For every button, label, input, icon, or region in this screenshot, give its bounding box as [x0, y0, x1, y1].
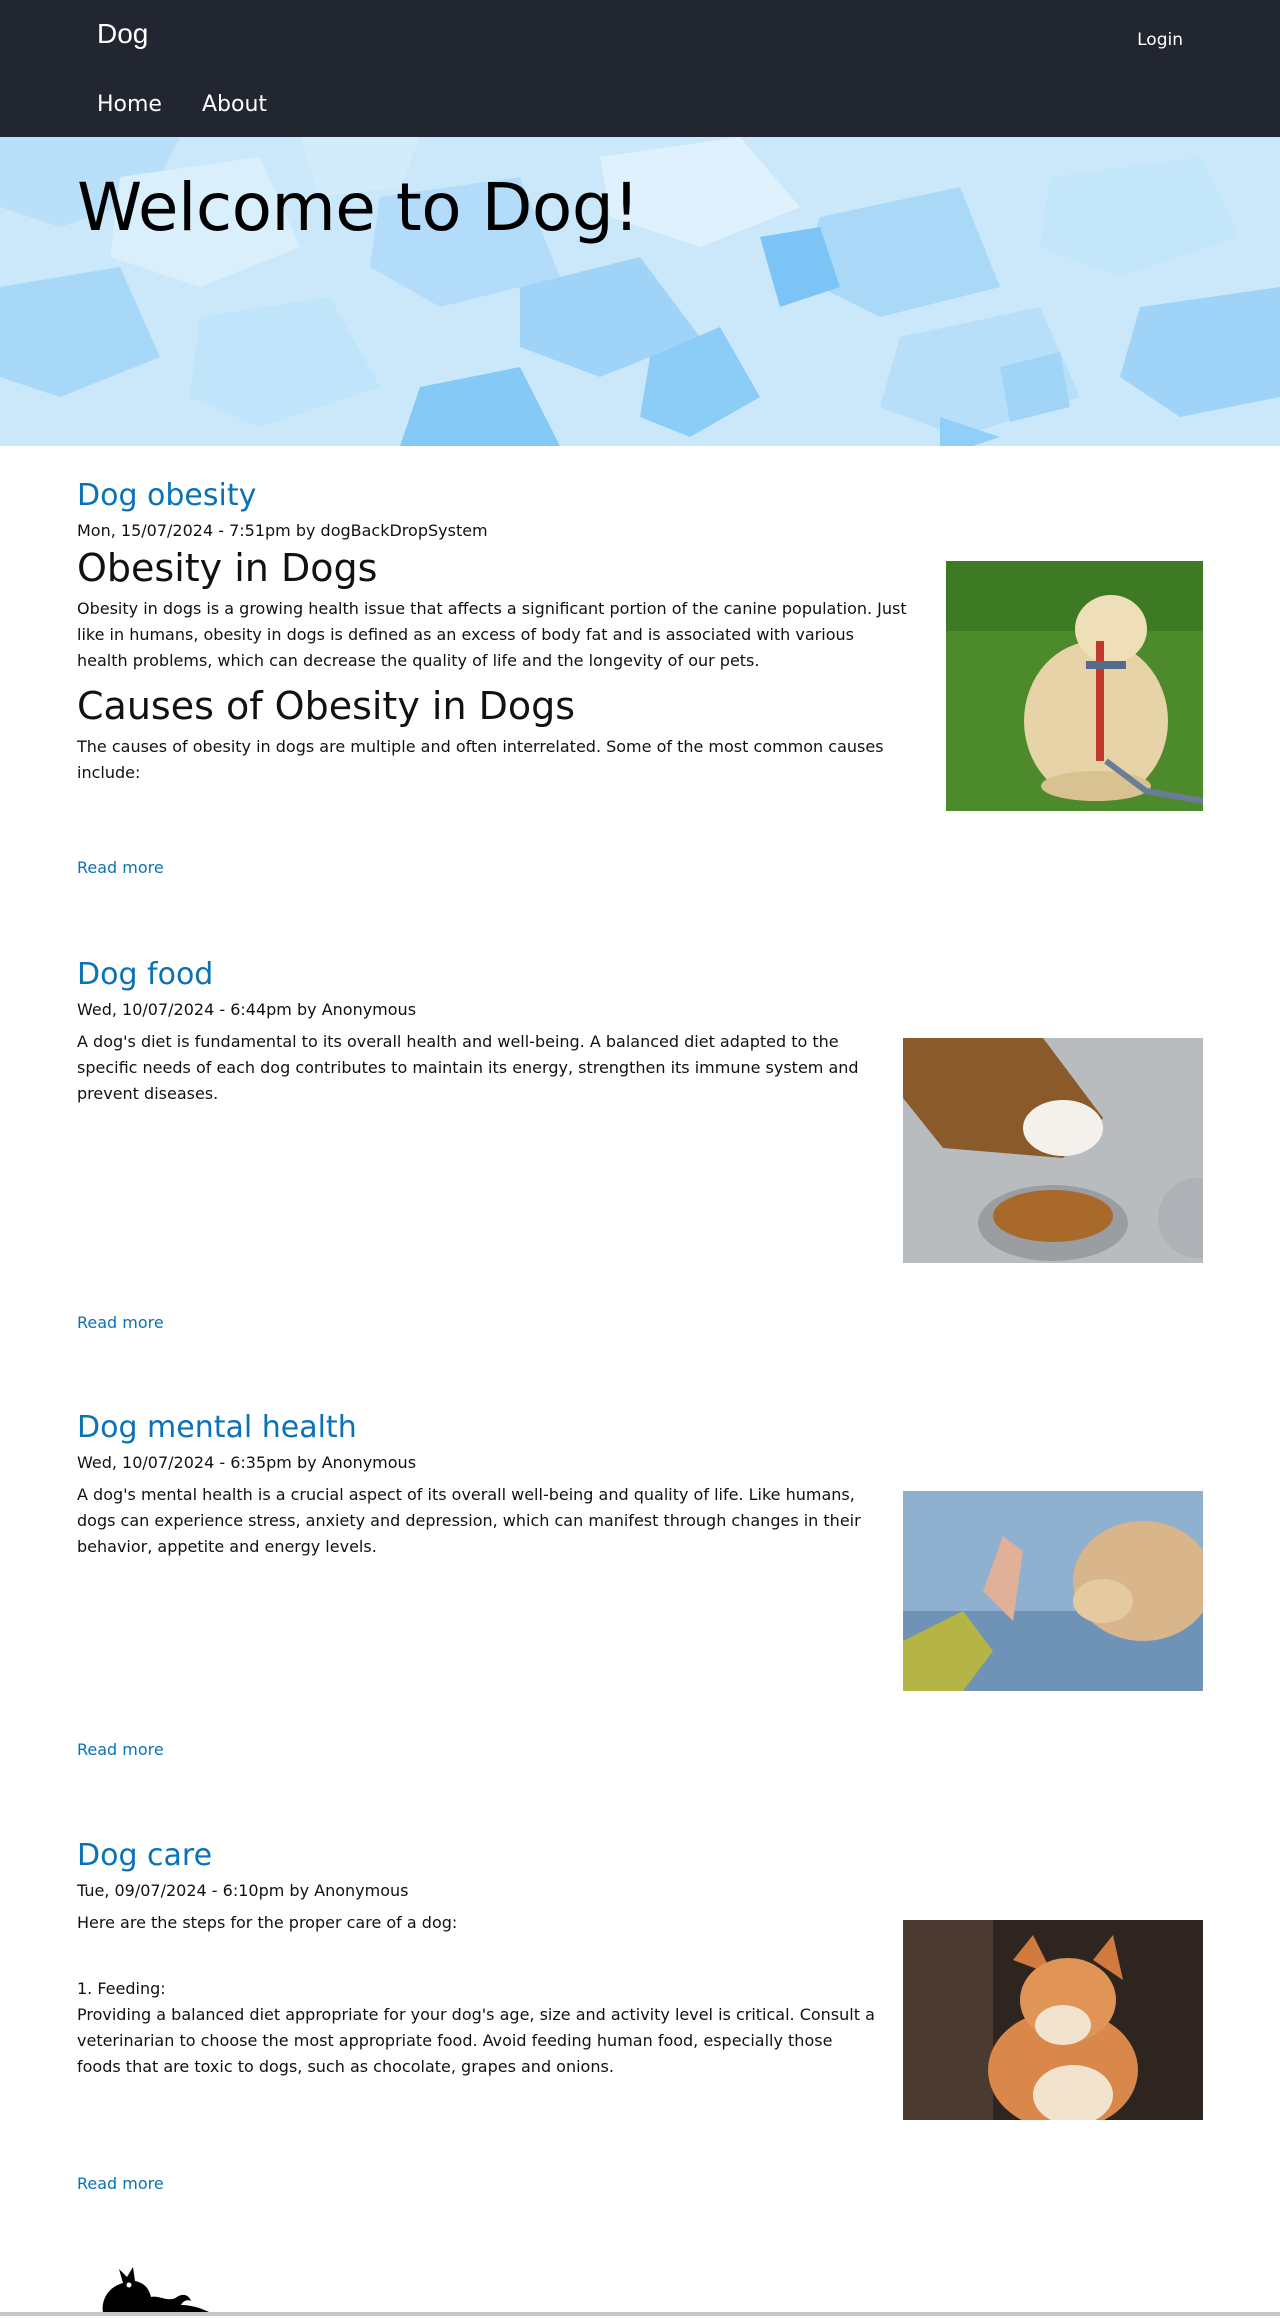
- footer-divider: [0, 2312, 1280, 2316]
- read-more-link[interactable]: Read more: [77, 1740, 164, 1759]
- article-card: [77, 957, 1203, 1337]
- cat-silhouette-logo: [93, 2255, 213, 2319]
- shiba-inu-photo[interactable]: [903, 1920, 1203, 2120]
- article-title-link[interactable]: Dog care: [77, 1838, 213, 1873]
- article-meta: Mon, 15/07/2024 - 7:51pm by dogBackDropSystem: [77, 521, 488, 540]
- article-paragraph: A dog's diet is fundamental to its overall health and well-being. A balanced diet adapted to the specific needs of each dog contributes to maintain its energy, strengthen its immune system and prevent diseases.: [77, 1032, 859, 1103]
- article-title-link[interactable]: Dog obesity: [77, 478, 257, 513]
- article-title-link[interactable]: Dog mental health: [77, 1410, 357, 1445]
- article-card: [77, 1410, 1203, 1770]
- article-meta: Wed, 10/07/2024 - 6:35pm by Anonymous: [77, 1453, 417, 1472]
- overweight-labrador-photo[interactable]: [946, 561, 1203, 811]
- site-header: [0, 0, 1280, 137]
- login-link[interactable]: Login: [1137, 30, 1183, 50]
- article-title-link[interactable]: Dog food: [77, 957, 214, 992]
- article-paragraph: Obesity in dogs is a growing health issue that affects a significant portion of the canine population. Just like in humans, obesity in dogs is defined as an excess of body fat and is associated with various health problems, which can decrease the quality of life and the longevity of our pets.: [77, 599, 907, 670]
- hero-title: Welcome to Dog!: [77, 169, 640, 246]
- hero-banner: [0, 137, 1280, 446]
- article-paragraph: A dog's mental health is a crucial aspect of its overall well-being and quality of life. Like humans, dogs can experience stress, anxiety and depression, which can manifest through changes in their behavior, appetite and energy levels.: [77, 1485, 861, 1556]
- read-more-link[interactable]: Read more: [77, 1313, 164, 1332]
- article-card: [77, 478, 1203, 884]
- article-summary: [77, 546, 907, 786]
- article-paragraph: Providing a balanced diet appropriate for your dog's age, size and activity level is critical. Consult a veterinarian to choose the most appropriate food. Avoid feeding human food, especially those foods that are toxic to dogs, such as chocolate, grapes and onions.: [77, 2005, 875, 2076]
- nav-item-about[interactable]: About: [201, 92, 268, 117]
- article-paragraph: Here are the steps for the proper care of a dog:: [77, 1913, 458, 1932]
- dog-high-five-photo[interactable]: [903, 1491, 1203, 1691]
- article-summary: [77, 1910, 877, 2080]
- article-step-title: 1. Feeding:: [77, 1979, 166, 1998]
- article-meta: Tue, 09/07/2024 - 6:10pm by Anonymous: [77, 1881, 409, 1900]
- nav-item-home[interactable]: Home: [97, 92, 162, 117]
- main-nav: [97, 92, 267, 117]
- article-meta: Wed, 10/07/2024 - 6:44pm by Anonymous: [77, 1000, 417, 1019]
- beagle-eating-kibble-photo[interactable]: [903, 1038, 1203, 1263]
- article-heading: Obesity in Dogs: [77, 546, 378, 590]
- read-more-link[interactable]: Read more: [77, 2174, 164, 2193]
- site-name-link[interactable]: Dog: [97, 18, 149, 49]
- article-card: [77, 1838, 1203, 2198]
- read-more-link[interactable]: Read more: [77, 858, 164, 877]
- article-heading: Causes of Obesity in Dogs: [77, 684, 576, 728]
- article-paragraph: The causes of obesity in dogs are multiple and often interrelated. Some of the most common causes include:: [77, 737, 884, 782]
